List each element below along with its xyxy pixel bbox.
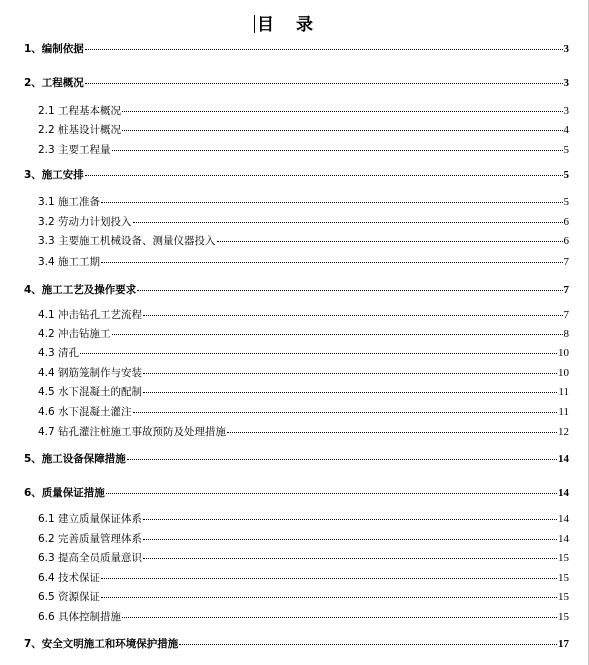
- toc-entry-label: 4.6 水下混凝土灌注: [38, 406, 132, 418]
- dot-leader: [133, 222, 563, 223]
- dot-leader: [101, 597, 557, 598]
- toc-entry-label: 4.3 清孔: [38, 347, 80, 359]
- toc-page-number: 10: [558, 347, 569, 359]
- toc-entry-label: 2.1 工程基本概况: [38, 105, 122, 117]
- toc-section-entry[interactable]: [38, 425, 569, 439]
- toc-section-entry[interactable]: [38, 234, 569, 248]
- toc-page-number: 15: [558, 611, 569, 623]
- toc-entry-label: 1、编制依据: [24, 43, 84, 55]
- toc-section-entry[interactable]: [38, 385, 569, 399]
- dot-leader: [122, 130, 562, 131]
- toc-page-number: 14: [558, 453, 569, 465]
- toc-page-number: 5: [563, 196, 569, 208]
- toc-chapter-entry[interactable]: [24, 76, 569, 90]
- toc-chapter-entry[interactable]: [24, 283, 569, 297]
- toc-entry-label: 4、施工工艺及操作要求: [24, 284, 137, 296]
- toc-section-entry[interactable]: [38, 610, 569, 624]
- dot-leader: [106, 493, 557, 494]
- toc-page-number: 3: [563, 77, 569, 89]
- dot-leader: [127, 459, 557, 460]
- dot-leader: [179, 644, 557, 645]
- toc-page-number: 7: [563, 284, 569, 296]
- toc-chapter-entry[interactable]: [24, 486, 569, 500]
- dot-leader: [143, 539, 557, 540]
- dot-leader: [143, 519, 557, 520]
- toc-page-number: 15: [558, 552, 569, 564]
- toc-section-entry[interactable]: [38, 366, 569, 380]
- toc-entry-label: 3.2 劳动力计划投入: [38, 216, 132, 228]
- dot-leader: [143, 392, 557, 393]
- toc-entry-label: 3、施工安排: [24, 169, 84, 181]
- dot-leader: [122, 111, 562, 112]
- toc-section-entry[interactable]: [38, 308, 569, 322]
- toc-entry-label: 6.6 具体控制措施: [38, 611, 122, 623]
- toc-entry-label: 6、质量保证措施: [24, 487, 105, 499]
- toc-section-entry[interactable]: [38, 143, 569, 157]
- toc-section-entry[interactable]: [38, 512, 569, 526]
- toc-section-entry[interactable]: [38, 405, 569, 419]
- toc-section-entry[interactable]: [38, 551, 569, 565]
- toc-page-number: 10: [558, 367, 569, 379]
- toc-chapter-entry[interactable]: [24, 452, 569, 466]
- dot-leader: [85, 49, 563, 50]
- toc-entry-label: 3.1 施工准备: [38, 196, 101, 208]
- toc-page-number: 3: [563, 105, 569, 117]
- toc-entry-label: 6.5 资源保证: [38, 591, 101, 603]
- toc-chapter-entry[interactable]: [24, 42, 569, 56]
- toc-entry-label: 2、工程概况: [24, 77, 84, 89]
- dot-leader: [143, 558, 557, 559]
- toc-entry-label: 4.5 水下混凝土的配制: [38, 386, 143, 398]
- toc-page-number: 11: [558, 406, 569, 418]
- toc-entry-label: 6.2 完善质量管理体系: [38, 533, 143, 545]
- toc-entry-label: 4.1 冲击钻孔工艺流程: [38, 309, 143, 321]
- toc-entry-label: 2.2 桩基设计概况: [38, 124, 122, 136]
- toc-section-entry[interactable]: [38, 532, 569, 546]
- toc-page-number: 8: [563, 328, 569, 340]
- toc-page-number: 3: [563, 43, 569, 55]
- toc-entry-label: 2.3 主要工程量: [38, 144, 111, 156]
- dot-leader: [137, 290, 562, 291]
- toc-section-entry[interactable]: [38, 327, 569, 341]
- dot-leader: [101, 262, 562, 263]
- toc-entry-label: 4.4 钢筋笼制作与安装: [38, 367, 143, 379]
- toc-page-number: 12: [558, 426, 569, 438]
- toc-chapter-entry[interactable]: [24, 168, 569, 182]
- dot-leader: [227, 432, 557, 433]
- toc-section-entry[interactable]: [38, 123, 569, 137]
- toc-page-number: 7: [563, 256, 569, 268]
- toc-entry-label: 3.3 主要施工机械设备、测量仪器投入: [38, 235, 216, 247]
- dot-leader: [101, 202, 562, 203]
- toc-page-number: 5: [563, 169, 569, 181]
- toc-page-number: 14: [558, 487, 569, 499]
- toc-section-entry[interactable]: [38, 104, 569, 118]
- toc-page-number: 14: [558, 513, 569, 525]
- dot-leader: [133, 412, 558, 413]
- toc-entry-label: 6.4 技术保证: [38, 572, 101, 584]
- toc-page-number: 5: [563, 144, 569, 156]
- toc-entry-label: 5、施工设备保障措施: [24, 453, 126, 465]
- toc-page-number: 15: [558, 591, 569, 603]
- toc-chapter-entry[interactable]: [24, 637, 569, 651]
- dot-leader: [122, 617, 557, 618]
- toc-entry-label: 7、安全文明施工和环境保护措施: [24, 638, 179, 650]
- toc-section-entry[interactable]: [38, 346, 569, 360]
- toc-page-number: 14: [558, 533, 569, 545]
- toc-entry-label: 4.2 冲击钻施工: [38, 328, 111, 340]
- toc-section-entry[interactable]: [38, 590, 569, 604]
- toc-page-number: 11: [558, 386, 569, 398]
- toc-entry-label: 3.4 施工工期: [38, 256, 101, 268]
- toc-page-number: 6: [563, 235, 569, 247]
- dot-leader: [85, 175, 563, 176]
- dot-leader: [101, 578, 557, 579]
- toc-page-number: 6: [563, 216, 569, 228]
- dot-leader: [80, 353, 557, 354]
- toc-section-entry[interactable]: [38, 195, 569, 209]
- toc-page-number: 15: [558, 572, 569, 584]
- toc-page-number: 4: [563, 124, 569, 136]
- toc-entry-label: 4.7 钻孔灌注桩施工事故预防及处理措施: [38, 426, 227, 438]
- toc-entry-label: 6.3 提高全员质量意识: [38, 552, 143, 564]
- toc-title-text: 目录: [257, 15, 335, 35]
- toc-section-entry[interactable]: [38, 255, 569, 269]
- dot-leader: [112, 150, 563, 151]
- toc-page-number: 17: [558, 638, 569, 650]
- dot-leader: [143, 315, 562, 316]
- dot-leader: [112, 334, 563, 335]
- dot-leader: [85, 83, 563, 84]
- toc-entry-label: 6.1 建立质量保证体系: [38, 513, 143, 525]
- dot-leader: [143, 373, 557, 374]
- dot-leader: [217, 241, 563, 242]
- toc-page-number: 7: [563, 309, 569, 321]
- toc-section-entry[interactable]: [38, 215, 569, 229]
- toc-section-entry[interactable]: [38, 571, 569, 585]
